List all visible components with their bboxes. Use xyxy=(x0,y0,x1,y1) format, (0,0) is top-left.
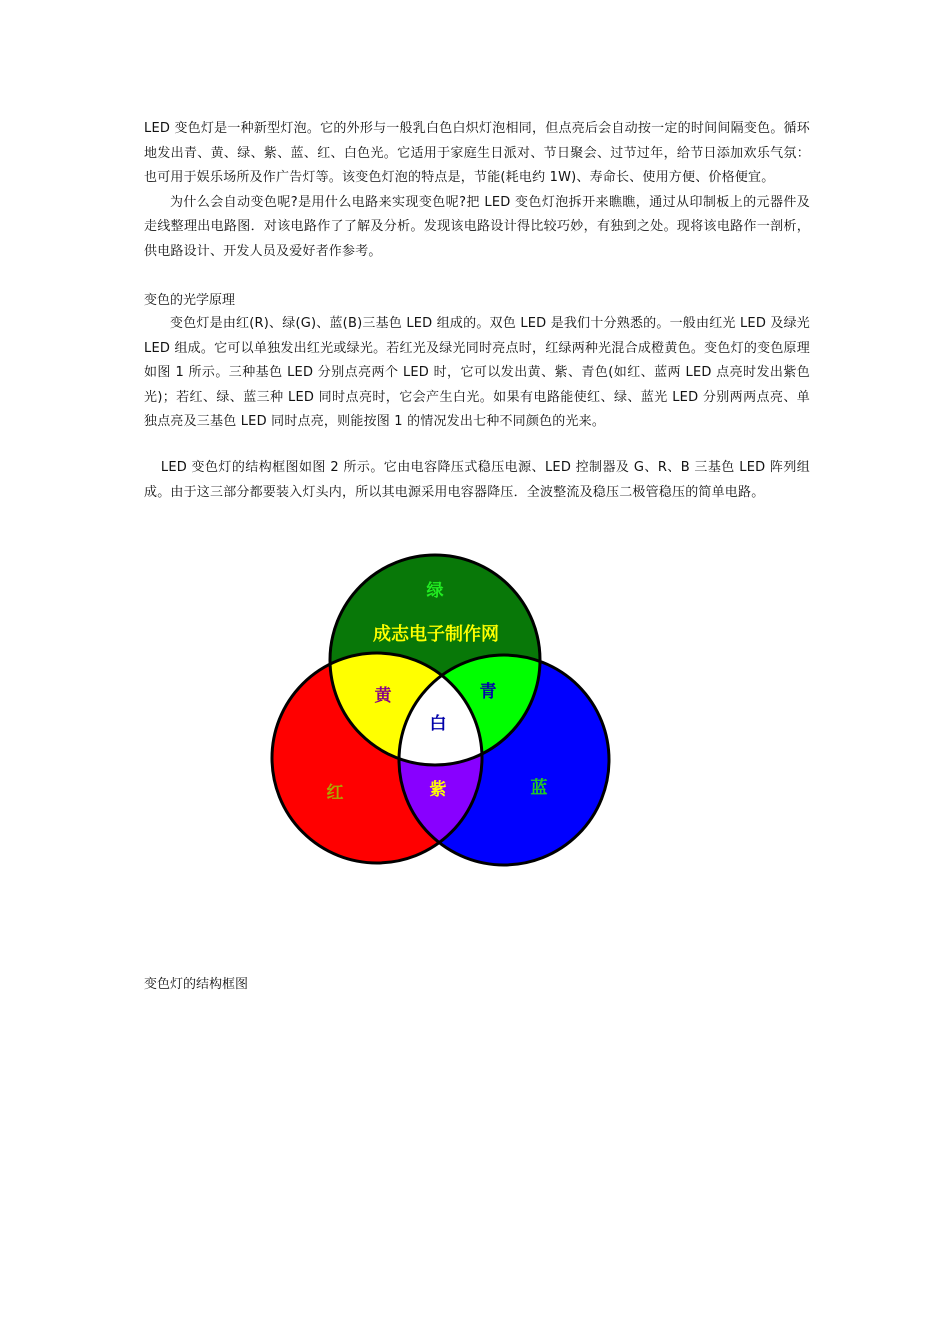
label-white: 白 xyxy=(429,714,447,734)
intro-paragraph-2: 为什么会自动变色呢?是用什么电路来实现变色呢?把 LED 变色灯泡拆开来瞧瞧，通过从印制板上的元器件及走线整理出电路图．对该电路作了了解及分析。发现该电路设计得比较巧妙，有独到之处。现将该电路作一剖析，供电路设计、开发人员及爱好者作参考。 xyxy=(144,194,810,259)
figure-caption-structure: 变色灯的结构框图 xyxy=(144,977,249,992)
optics-section xyxy=(144,312,810,435)
structure-section xyxy=(144,456,810,505)
watermark-text: 成志电子制作网 xyxy=(373,624,499,645)
label-magenta: 紫 xyxy=(429,780,447,800)
structure-paragraph: LED 变色灯的结构框图如图 2 所示。它由电容降压式稳压电源、LED 控制器及 G、R、B 三基色 LED 阵列组成。由于这三部分都要装入灯头内，所以其电源采用电容器降压．全波整流及稳压二极管稳压的简单电路。 xyxy=(144,460,810,500)
label-green: 绿 xyxy=(426,581,444,601)
optics-paragraph-1: 变色灯是由红(R)、绿(G)、蓝(B)三基色 LED 组成的。双色 LED 是我们十分熟悉的。一般由红光 LED 及绿光 LED 组成。它可以单独发出红光或绿光。若红光及绿光同时亮点时，红绿两种光混合成橙黄色。变色灯的变色原理如图 1 所示。三种基色 LED 分别点亮两个 LED 时，它可以发出黄、紫、青色(如红、蓝两 LED 点亮时发出紫色光)；若红、绿、蓝三种 LED 同时点亮时，它会产生白光。如果有电路能使红、绿、蓝光 LED 分别两两点亮、单独点亮及三基色 LED 同时点亮，则能按图 1 的情况发出七种不同颜色的光来。 xyxy=(144,316,810,429)
section-heading-optics: 变色的光学原理 xyxy=(144,293,236,308)
label-blue: 蓝 xyxy=(530,778,548,798)
rgb-color-mixing-venn-diagram xyxy=(260,550,620,880)
label-cyan: 青 xyxy=(479,682,497,702)
intro-paragraph-1: LED 变色灯是一种新型灯泡。它的外形与一般乳白色白炽灯泡相同，但点亮后会自动按一定的时间间隔变色。循环地发出青、黄、绿、紫、蓝、红、白色光。它适用于家庭生日派对、节日聚会、过节过年，给节日添加欢乐气氛：也可用于娱乐场所及作广告灯等。该变色灯泡的特点是，节能(耗电约 1W)、寿命长、使用方便、价格便宜。 xyxy=(144,121,810,185)
label-red: 红 xyxy=(326,783,344,803)
intro-section xyxy=(144,117,810,264)
label-yellow: 黄 xyxy=(374,686,392,706)
